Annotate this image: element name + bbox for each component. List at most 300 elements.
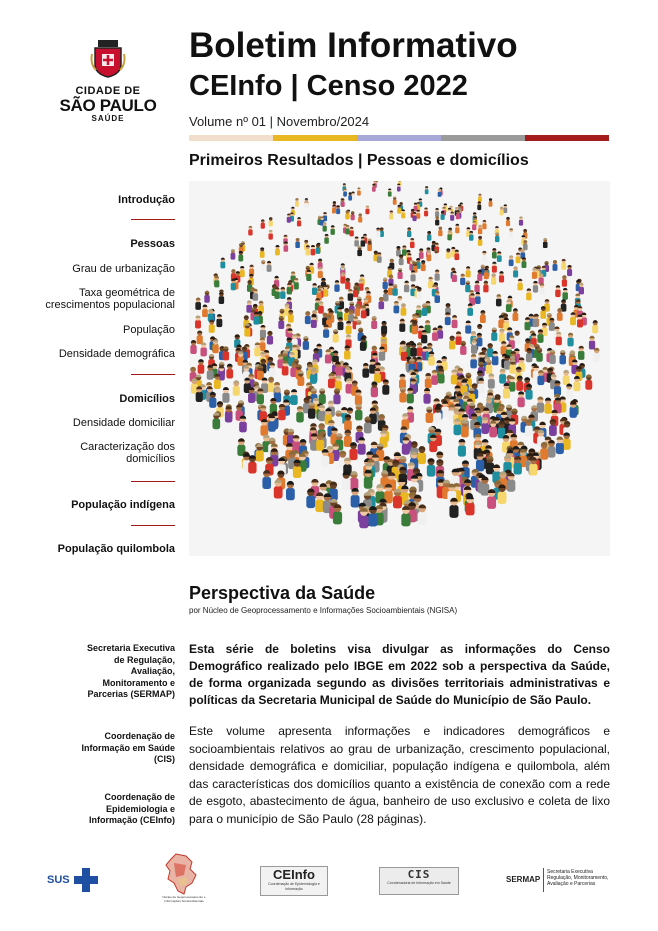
crowd-person <box>529 457 537 475</box>
crowd-person <box>449 336 455 350</box>
crowd-person <box>492 351 499 365</box>
crowd-person <box>360 337 366 351</box>
crowd-person <box>549 318 555 331</box>
volume-info: Volume nº 01 | Novembro/2024 <box>189 114 370 129</box>
crowd-person <box>278 404 285 420</box>
crowd-person <box>410 238 415 248</box>
crowd-person <box>284 242 289 252</box>
crowd-person <box>260 419 268 436</box>
crowd-person <box>509 376 516 391</box>
crowd-person <box>491 273 496 284</box>
intro-paragraph: Esta série de boletins visa divulgar as informações do Censo Demográfico realizado pelo IBGE em 2022 sob a perspectiva da Saúde, de forma organizada segundo as divisões territoriais administrativas e políticas da Secretaria Municipal de Saúde do Município de São Paulo. <box>189 642 610 707</box>
ceinfo-logo <box>260 866 328 896</box>
crowd-person <box>296 406 304 423</box>
crowd-person <box>482 251 487 262</box>
crowd-person <box>401 209 405 218</box>
crowd-person <box>225 406 233 423</box>
nav-densidade-domiciliar[interactable]: Densidade domiciliar <box>72 417 175 429</box>
crowd-person <box>344 345 350 359</box>
color-stripe-segment <box>525 135 609 141</box>
nav-populacao-indigena[interactable]: População indígena <box>71 499 175 511</box>
nav-pessoas[interactable]: Pessoas <box>130 238 175 250</box>
crowd-person <box>197 330 203 344</box>
crowd-person <box>340 272 345 283</box>
crowd-person <box>498 484 507 504</box>
crowd-person <box>318 301 324 314</box>
nav-divider <box>131 525 175 526</box>
crowd-person <box>328 373 335 388</box>
crowd-person <box>519 216 523 225</box>
crowd-person <box>496 294 502 306</box>
crowd-person <box>286 481 295 500</box>
crowd-person <box>368 506 377 526</box>
section-byline: por Núcleo de Geoprocessamento e Informações Socioambientais (NGISA) <box>189 606 458 615</box>
crowd-person <box>480 310 486 323</box>
crowd-person <box>293 459 301 478</box>
crowd-person <box>267 261 272 272</box>
crowd-person <box>427 231 431 241</box>
crowd-person <box>362 363 369 378</box>
crowd-person <box>466 266 471 277</box>
crowd-person <box>335 375 342 390</box>
crowd-person <box>497 251 502 262</box>
crowd-person <box>434 291 439 303</box>
crowd-person <box>248 387 255 403</box>
crowd-person <box>438 189 442 197</box>
crowd-person <box>491 327 497 341</box>
org-cis <box>45 731 175 766</box>
crowd-person <box>526 288 531 300</box>
nav-domicilios[interactable]: Domicílios <box>119 393 175 405</box>
crowd-person <box>507 473 516 492</box>
crowd-person <box>244 323 250 336</box>
crowd-person <box>506 217 510 226</box>
crowd-person <box>333 329 339 343</box>
crowd-person <box>209 392 216 408</box>
crowd-person <box>261 260 266 271</box>
crowd-person <box>248 226 252 236</box>
crowd-person <box>379 346 385 360</box>
crowd-person <box>513 266 518 277</box>
crowd-person <box>239 415 247 432</box>
nav-taxa-line-1: Taxa geométrica de <box>79 287 175 299</box>
crowd-person <box>475 292 481 304</box>
crowd-person <box>377 252 382 263</box>
crowd-person <box>526 384 533 400</box>
crowd-person <box>198 359 205 374</box>
crowd-person <box>539 273 544 284</box>
crowd-person <box>316 244 321 254</box>
crowd-person <box>532 268 537 279</box>
nav-populacao[interactable]: População <box>123 324 175 336</box>
crowd-person <box>334 280 339 292</box>
cis-logo-caption: Coordenadoria de Informação em Saúde <box>387 881 451 885</box>
crowd-person <box>509 359 516 374</box>
crowd-person <box>532 314 538 327</box>
crowd-person <box>579 283 584 295</box>
crowd-person <box>533 281 538 293</box>
crowd-person <box>278 316 284 329</box>
crowd-person <box>447 231 451 241</box>
crowd-person <box>537 397 544 413</box>
color-stripe-segment <box>273 135 357 141</box>
crowd-person <box>319 388 326 404</box>
crowd-person <box>425 186 429 194</box>
crowd-person <box>311 245 316 255</box>
crowd-person <box>514 331 520 345</box>
crowd-person <box>292 435 300 453</box>
ceinfo-logo-caption: Coordenação de Epidemiologia e Informação <box>268 882 320 891</box>
org-line: Secretaria Executiva <box>86 643 175 653</box>
crowd-person <box>435 208 439 217</box>
nav-introducao[interactable]: Introdução <box>118 194 175 206</box>
sus-cross-icon <box>74 868 98 892</box>
crowd-person <box>399 374 406 389</box>
org-line: Coordenação de <box>104 792 175 802</box>
crowd-person <box>549 419 557 436</box>
crowd-person <box>219 292 225 304</box>
crowd-person <box>552 260 557 271</box>
crowd-person <box>489 420 497 437</box>
crowd-circle-image <box>189 181 610 556</box>
crowd-person <box>537 329 543 343</box>
crowd-person <box>471 340 477 354</box>
crowd-person <box>561 259 566 270</box>
crowd-person <box>306 245 311 255</box>
sermap-logo-text: SERMAP <box>506 875 541 884</box>
crowd-person <box>509 255 514 266</box>
crowd-person <box>200 342 206 356</box>
crowd-person <box>295 238 300 248</box>
crowd-person <box>349 227 353 237</box>
crowd-person <box>547 440 555 458</box>
crowd-person <box>441 211 445 220</box>
crowd-person <box>355 389 362 405</box>
crowd-person <box>488 373 495 388</box>
crowd-person <box>499 271 504 282</box>
sermap-divider <box>543 868 544 892</box>
crowd-person <box>410 270 415 281</box>
crowd-person <box>424 208 428 217</box>
crowd-person <box>456 210 460 219</box>
crowd-person <box>486 359 493 374</box>
nav-divider <box>131 219 175 220</box>
crowd-person <box>593 348 599 362</box>
crowd-person <box>364 416 372 433</box>
crowd-person <box>431 370 438 385</box>
crowd-person <box>428 351 435 365</box>
crowd-person <box>212 412 220 429</box>
crowd-person <box>345 225 349 235</box>
crowd-person <box>469 231 473 241</box>
logo-line-2: SÃO PAULO <box>59 96 157 115</box>
crowd-person <box>487 489 496 509</box>
org-line: Informação (CEInfo) <box>88 815 175 825</box>
org-line: (CIS) <box>154 754 175 764</box>
crowd-person <box>445 312 451 325</box>
crowd-person <box>467 303 473 316</box>
crowd-person <box>570 401 577 417</box>
crowd-person <box>486 456 494 474</box>
crowd-person <box>294 278 299 290</box>
crowd-person <box>361 237 366 247</box>
crowd-person <box>233 380 240 396</box>
crowd-person <box>355 404 362 420</box>
ceinfo-logo-text: CEInfo <box>273 867 315 882</box>
org-line: Epidemiologia e <box>105 803 175 814</box>
crowd-person <box>357 187 361 195</box>
crowd-person <box>418 446 426 464</box>
crowd-person <box>323 212 327 221</box>
crowd-person <box>318 267 323 278</box>
bulletin-subtitle-title: CEInfo | Censo 2022 <box>189 70 468 102</box>
crowd-person <box>393 489 402 509</box>
crowd-person <box>253 312 259 325</box>
crowd-person <box>465 320 471 333</box>
crowd-person <box>513 308 519 321</box>
crowd-person <box>506 300 512 312</box>
crowd-person <box>449 498 458 518</box>
crowd-person <box>338 317 344 330</box>
crowd-person <box>454 250 459 261</box>
sermap-logo-caption: Secretaria Executiva Regulação, Monitoramento, Avaliação e Parcerias <box>547 869 609 887</box>
crowd-person <box>374 368 381 383</box>
nav-populacao-quilombola[interactable]: População quilombola <box>57 543 175 555</box>
crowd-person <box>417 287 422 299</box>
crowd-person <box>382 379 389 395</box>
crowd-person <box>525 419 533 436</box>
crowd-person <box>261 219 265 228</box>
crowd-person <box>492 262 497 273</box>
section-title: Perspectiva da Saúde <box>189 583 376 603</box>
nav-taxa-line-2: crescimentos populacional <box>45 299 175 311</box>
crowd-person <box>441 401 448 417</box>
crowd-person <box>344 414 352 431</box>
crowd-person <box>195 298 201 310</box>
crowd-person <box>517 279 522 291</box>
crowd-person <box>318 405 325 421</box>
crowd-person <box>567 333 573 347</box>
crowd-person <box>402 245 407 255</box>
crowd-person <box>345 210 349 219</box>
nav-divider <box>131 374 175 375</box>
sao-paulo-saude-logo <box>58 40 158 128</box>
crowd-person <box>333 504 342 524</box>
crowd-person <box>418 504 427 524</box>
crowd-person <box>357 246 362 256</box>
nav-taxa-geometrica[interactable] <box>45 287 175 311</box>
crowd-person <box>274 287 279 299</box>
crowd-person <box>346 321 352 334</box>
crowd-person <box>516 375 523 390</box>
crowd-person <box>222 387 229 403</box>
crowd-person <box>324 234 329 244</box>
crowd-person <box>416 210 420 219</box>
crowd-person <box>331 225 335 235</box>
logo-line-1: CIDADE DE <box>75 85 141 97</box>
crowd-person <box>231 279 236 291</box>
crowd-person <box>454 418 462 435</box>
nav-caracterizacao-domicilios[interactable] <box>80 441 175 465</box>
crowd-person <box>190 340 196 354</box>
crowd-person <box>304 200 308 209</box>
crowd-person <box>392 284 397 296</box>
crowd-person <box>195 315 201 328</box>
crowd-person <box>397 205 401 214</box>
crowd-person <box>343 188 347 196</box>
crowd-person <box>554 380 561 396</box>
crowd-person <box>364 470 373 489</box>
crowd-person <box>208 309 214 322</box>
crowd-person <box>476 453 484 471</box>
crowd-person <box>474 281 479 293</box>
crowd-person <box>282 361 289 376</box>
color-stripe-segment <box>357 135 441 141</box>
crowd-person <box>399 319 405 332</box>
crowd-person <box>544 398 551 414</box>
crowd-person <box>421 260 426 271</box>
crowd-person <box>248 455 256 473</box>
crowd-person <box>484 268 489 279</box>
crowd-person <box>332 205 336 214</box>
crowd-person <box>557 308 563 321</box>
crowd-person <box>585 374 592 389</box>
crowd-person <box>489 198 493 207</box>
nav-caracterizacao-line-1: Caracterização dos <box>80 441 175 453</box>
crowd-person <box>348 192 352 200</box>
crowd-person <box>570 312 576 325</box>
crowd-person <box>341 198 345 207</box>
crowd-person <box>399 254 404 265</box>
crowd-person <box>287 283 292 295</box>
crowd-person <box>260 325 266 338</box>
crowd-person <box>321 449 329 467</box>
crowd-person <box>432 327 438 341</box>
crowd-person <box>196 386 203 402</box>
crowd-person <box>256 444 264 462</box>
crowd-person <box>472 221 476 230</box>
crowd-person <box>325 349 332 363</box>
crowd-person <box>416 342 422 356</box>
crowd-person <box>399 387 406 403</box>
crowd-person <box>407 388 414 404</box>
crowd-person <box>578 346 584 360</box>
nav-grau-urbanizacao[interactable]: Grau de urbanização <box>72 263 175 275</box>
nav-caracterizacao-line-2: domicílios <box>126 453 175 465</box>
crowd-person <box>348 289 353 301</box>
crowd-person <box>345 278 350 290</box>
org-line: Informação em Saúde <box>81 742 175 753</box>
crowd-person <box>423 388 430 404</box>
crowd-person <box>559 350 566 364</box>
crowd-person <box>277 354 284 369</box>
org-line: Avaliação, <box>130 666 175 676</box>
crowd-person <box>212 339 218 353</box>
crowd-person <box>522 257 527 268</box>
crowd-person <box>383 278 388 290</box>
crowd-person <box>323 285 328 297</box>
crowd-person <box>460 341 466 355</box>
crowd-person <box>376 228 380 238</box>
crowd-person <box>353 285 358 297</box>
crowd-person <box>358 437 366 455</box>
crowd-person <box>226 364 233 379</box>
crowd-person <box>253 289 258 301</box>
crowd-person <box>351 488 360 508</box>
crowd-person <box>354 237 359 247</box>
crowd-person <box>216 314 222 327</box>
crowd-person <box>421 330 427 344</box>
crowd-person <box>268 415 276 432</box>
org-line: Monitoramento e <box>102 677 175 688</box>
crowd-person <box>556 332 562 346</box>
crowd-person <box>566 384 573 400</box>
crowd-person <box>435 269 440 280</box>
crowd-person <box>434 406 442 423</box>
crowd-person <box>543 238 548 248</box>
crowd-person <box>393 196 397 204</box>
crowd-person <box>452 315 458 328</box>
body-paragraph: Este volume apresenta informações e indicadores demográficos e socioambientais relativos ao grau de urbanização, crescimento populacional, densidade demográfica e domiciliar, população indígena e quilombola, além das características dos domicílios quanto a existência de conexão com a rede de esgoto, abastecimento de água, banheiro de uso exclusivo e coleta de lixo para o município de São Paulo (28 páginas). <box>189 724 610 826</box>
crowd-person <box>355 304 361 317</box>
crowd-person <box>539 283 544 295</box>
crowd-person <box>361 306 367 319</box>
crowd-person <box>401 303 407 316</box>
crowd-person <box>592 320 598 333</box>
crowd-person <box>297 371 304 386</box>
crowd-person <box>503 204 507 213</box>
crowd-person <box>348 309 354 322</box>
nav-densidade-demografica[interactable]: Densidade demográfica <box>58 348 175 360</box>
crowd-person <box>451 369 458 384</box>
crowd-person <box>438 227 442 237</box>
crowd-person <box>577 314 583 327</box>
crowd-person <box>231 249 236 260</box>
org-secretaria-executiva <box>45 643 175 701</box>
crowd-person <box>541 323 547 336</box>
bulletin-title: Boletim Informativo <box>189 26 518 65</box>
crowd-person <box>500 207 504 216</box>
crowd-person <box>269 363 276 378</box>
crowd-person <box>563 370 570 385</box>
crowd-person <box>274 479 283 498</box>
crowd-person <box>238 251 243 262</box>
crowd-person <box>427 458 435 477</box>
crowd-person <box>470 354 477 369</box>
crowd-person <box>303 336 309 350</box>
crowd-person <box>446 248 451 258</box>
crowd-person <box>419 248 424 258</box>
crowd-person <box>526 348 532 362</box>
crowd-person <box>482 220 486 229</box>
crowd-person <box>536 348 542 362</box>
crowd-person <box>422 303 428 316</box>
crowd-person <box>567 265 572 276</box>
crowd-person <box>537 370 544 385</box>
crowd-person <box>518 391 525 407</box>
crowd-person <box>311 315 317 328</box>
crowd-person <box>573 376 580 391</box>
crowd-person <box>214 374 221 389</box>
crowd-person <box>290 389 297 405</box>
crowd-person <box>410 343 416 357</box>
crowd-person <box>562 288 567 300</box>
logo-line-3: SAÚDE <box>91 114 125 123</box>
crowd-person <box>310 369 317 384</box>
crowd-person <box>425 373 432 388</box>
crowd-person <box>509 228 513 238</box>
crowd-person <box>372 184 376 192</box>
